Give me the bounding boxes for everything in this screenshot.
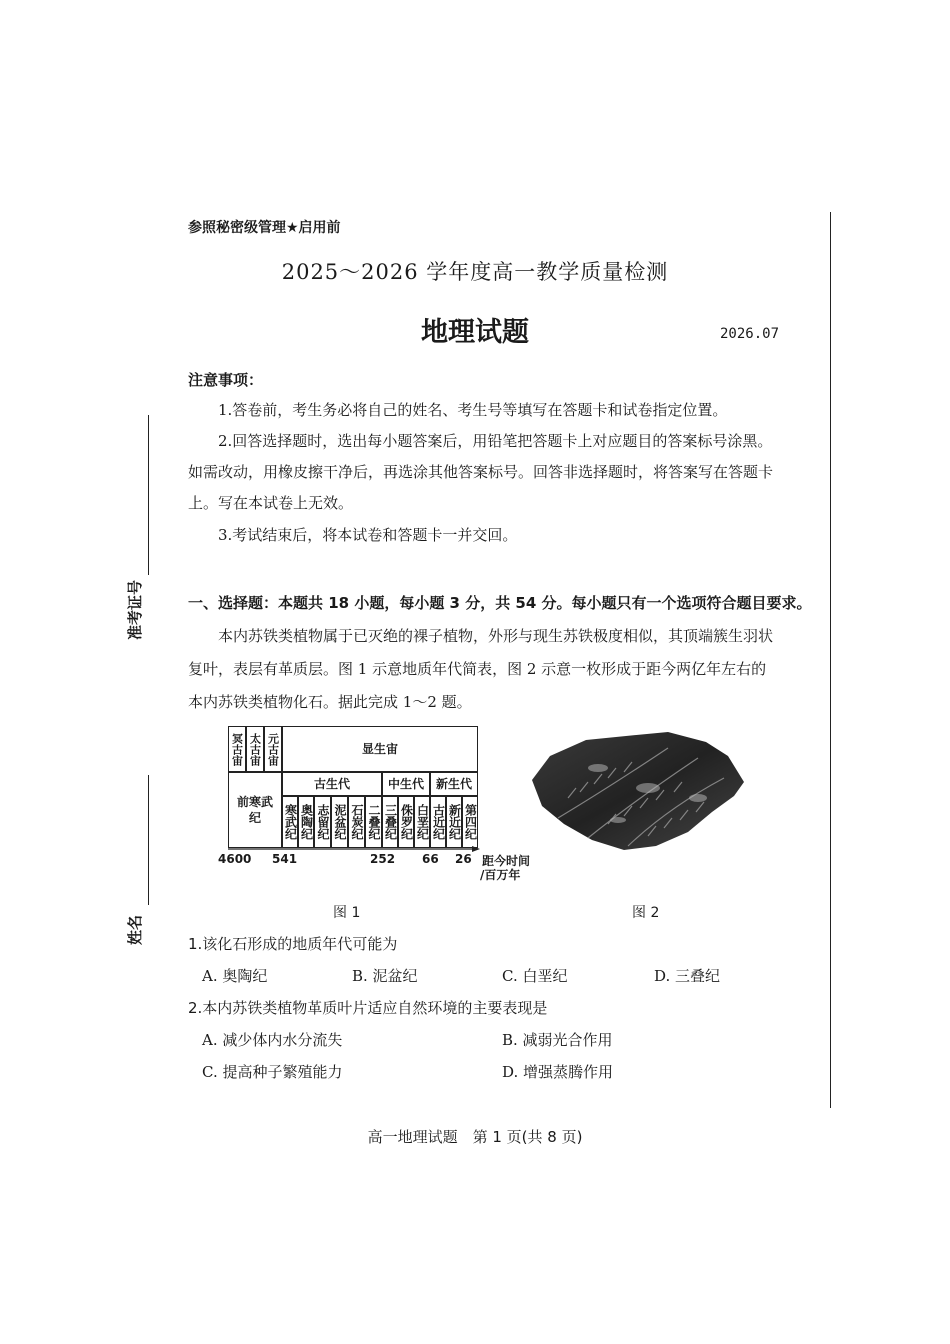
tick-541: 541 <box>272 852 298 866</box>
right-binding-rule <box>830 212 831 1108</box>
section-intro <box>188 620 773 719</box>
subject-title: 地理试题 <box>421 317 529 348</box>
question-1-stem: 1.该化石形成的地质年代可能为 <box>188 935 398 953</box>
axis-label-unit: /百万年 <box>480 868 521 882</box>
q2-option-d[interactable]: D. 增强蒸腾作用 <box>502 1063 614 1081</box>
eon-archean: 太古宙 <box>246 726 264 772</box>
notice-title: 注意事项： <box>188 371 264 389</box>
period-neogene: 新近纪 <box>446 796 462 848</box>
period-ordovician: 奥陶纪 <box>298 796 314 848</box>
exam-date: 2026.07 <box>720 326 780 342</box>
q2-option-c[interactable]: C. 提高种子繁殖能力 <box>202 1063 343 1081</box>
eon-phanerozoic: 显生宙 <box>282 726 478 772</box>
notice-item-3 <box>188 520 778 551</box>
section-intro-text: 本内苏铁类植物属于已灭绝的裸子植物，外形与现生苏铁极度相似，其顶端簇生羽状复叶，表层有革质层。图 1 示意地质年代简表，图 2 示意一枚形成于距今两亿年左右的本内苏铁类植物化石。据此完成 1～2 题。 <box>188 627 774 711</box>
precambrian: 前寒武纪 <box>228 772 282 848</box>
period-carboniferous: 石炭纪 <box>348 796 365 848</box>
tick-4600: 4600 <box>218 852 252 866</box>
q2-option-b[interactable]: B. 减弱光合作用 <box>502 1031 613 1049</box>
exam-title: 2025～2026 学年度高一教学质量检测 <box>281 260 669 284</box>
name-line <box>148 775 149 905</box>
q1-option-c[interactable]: C. 白垩纪 <box>502 967 568 985</box>
era-cenozoic: 新生代 <box>430 772 478 796</box>
period-cretaceous: 白垩纪 <box>414 796 430 848</box>
geologic-time-table <box>228 726 480 850</box>
period-permian: 二叠纪 <box>365 796 382 848</box>
period-triassic: 三叠纪 <box>382 796 398 848</box>
exam-id-label: 准考证号 <box>126 579 144 640</box>
time-axis-arrow <box>472 846 480 852</box>
notice-item-2 <box>188 426 778 519</box>
notice-item-1 <box>188 395 778 426</box>
figure1-caption: 图 1 <box>333 905 361 921</box>
q1-option-b[interactable]: B. 泥盆纪 <box>352 967 418 985</box>
notice-item-2-text: 2.回答选择题时，选出每小题答案后，用铅笔把答题卡上对应题目的答案标号涂黑。如需改动，用橡皮擦干净后，再选涂其他答案标号。回答非选择题时，将答案写在答题卡上。写在本试卷上无效。 <box>188 432 774 512</box>
fossil-image <box>528 728 746 852</box>
era-paleozoic: 古生代 <box>282 772 382 796</box>
name-label: 姓名 <box>126 914 144 945</box>
exam-id-line <box>148 415 149 575</box>
figure2-caption: 图 2 <box>632 905 660 921</box>
period-silurian: 志留纪 <box>314 796 331 848</box>
tick-26: 26 <box>455 852 472 866</box>
secrecy-notice: 参照秘密级管理★启用前 <box>188 220 341 236</box>
period-quaternary: 第四纪 <box>462 796 478 848</box>
q2-option-a[interactable]: A. 减少体内水分流失 <box>202 1031 343 1049</box>
section-heading: 一、选择题：本题共 18 小题，每小题 3 分，共 54 分。每小题只有一个选项符合题目要求。 <box>188 594 812 612</box>
time-axis <box>222 846 484 860</box>
era-mesozoic: 中生代 <box>382 772 430 796</box>
period-jurassic: 侏罗纪 <box>398 796 414 848</box>
period-cambrian: 寒武纪 <box>282 796 298 848</box>
q1-option-d[interactable]: D. 三叠纪 <box>654 967 721 985</box>
notice-item-3-text: 3.考试结束后，将本试卷和答题卡一并交回。 <box>218 526 518 544</box>
question-2-stem: 2.本内苏铁类植物革质叶片适应自然环境的主要表现是 <box>188 999 548 1017</box>
notice-item-1-text: 1.答卷前，考生务必将自己的姓名、考生号等填写在答题卡和试卷指定位置。 <box>218 401 728 419</box>
period-paleogene: 古近纪 <box>430 796 446 848</box>
eon-hadean: 冥古宙 <box>228 726 246 772</box>
tick-252: 252 <box>370 852 396 866</box>
eon-proterozoic: 元古宙 <box>264 726 282 772</box>
tick-66: 66 <box>422 852 439 866</box>
page-footer: 高一地理试题 第 1 页(共 8 页) <box>367 1128 583 1146</box>
axis-label-time: 距今时间 <box>482 854 531 868</box>
period-devonian: 泥盆纪 <box>331 796 348 848</box>
q1-option-a[interactable]: A. 奥陶纪 <box>202 967 268 985</box>
